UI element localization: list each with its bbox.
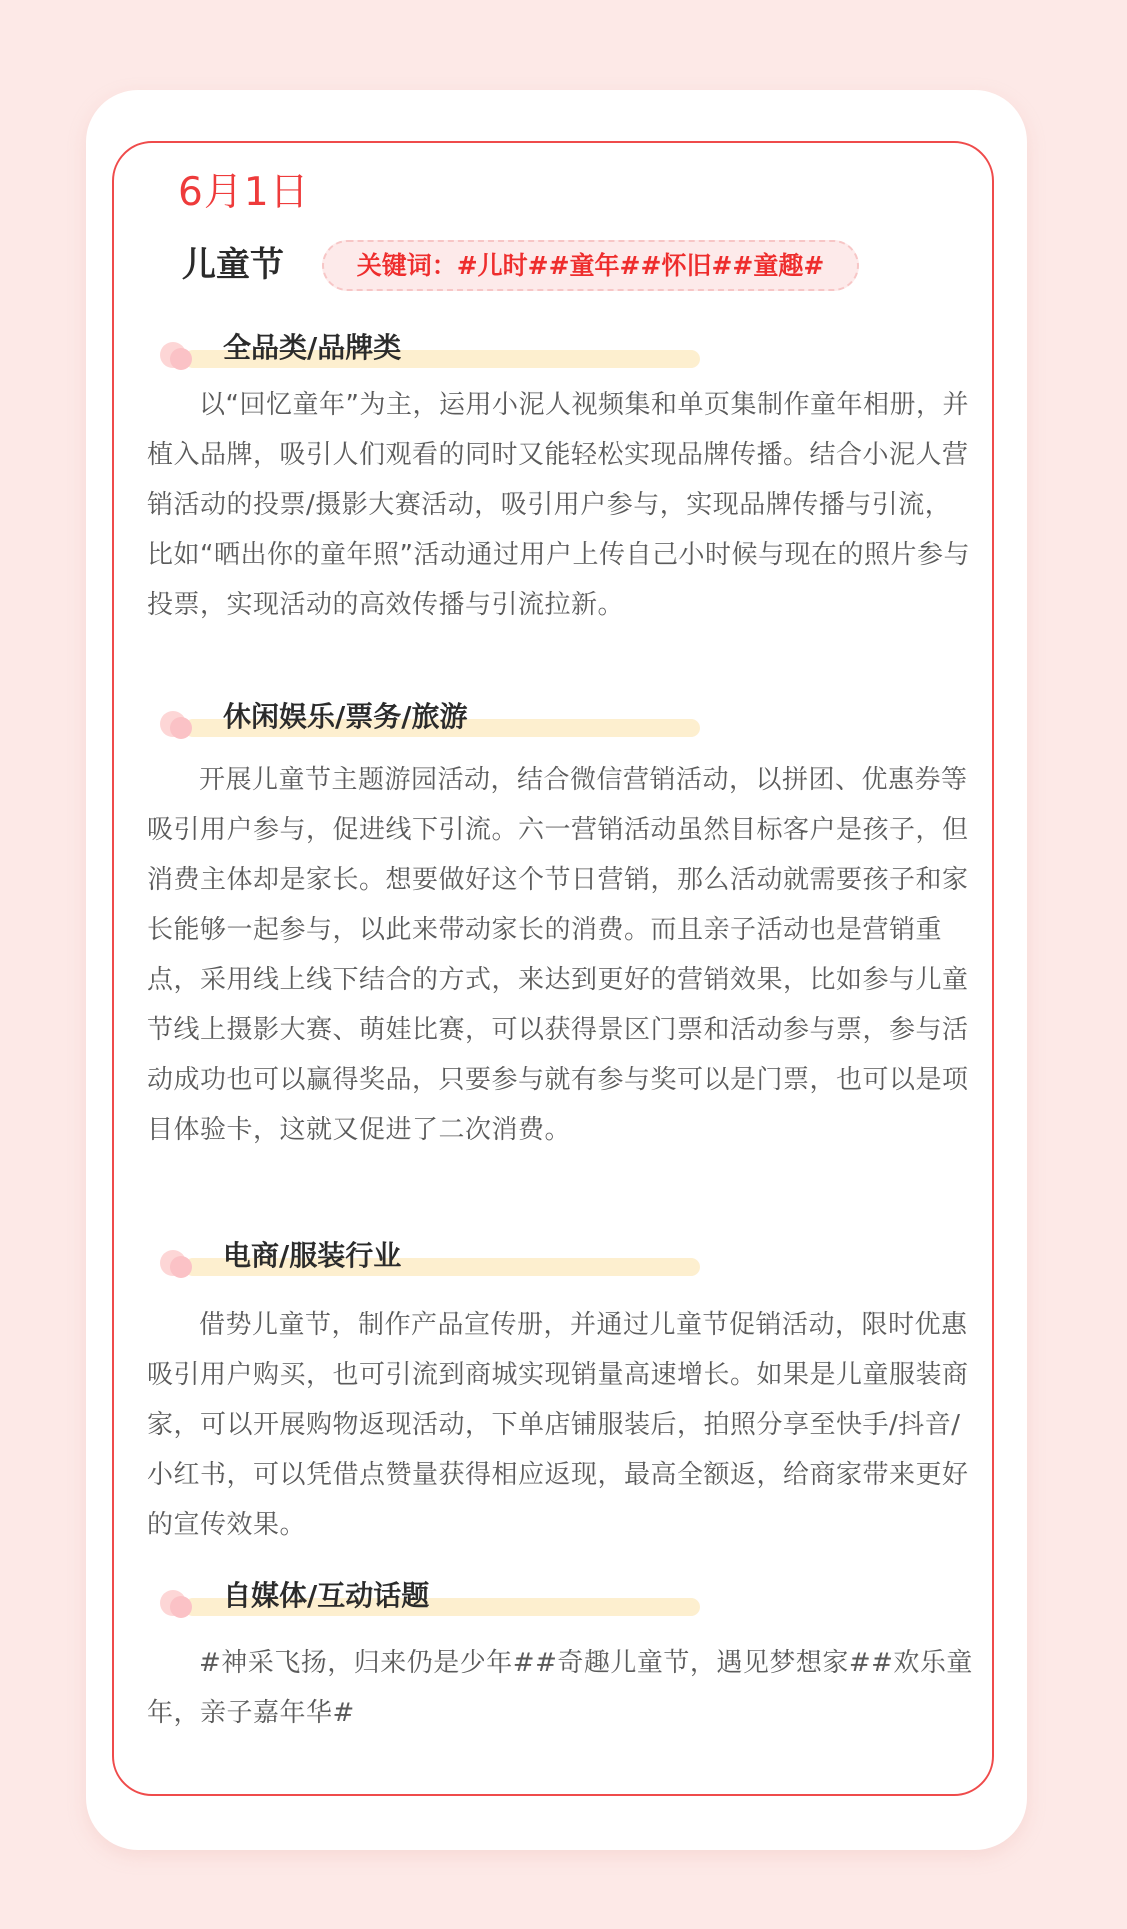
- section-title: 全品类/品牌类: [223, 331, 402, 364]
- section-header-brand: [160, 328, 700, 368]
- section-title: 电商/服装行业: [223, 1239, 402, 1272]
- section-header-leisure: [160, 697, 700, 737]
- keywords-badge: 关键词：#儿时##童年##怀旧##童趣#: [322, 240, 859, 291]
- section-body-leisure: 开展儿童节主题游园活动，结合微信营销活动，以拼团、优惠券等吸引用户参与，促进线下引流。六一营销活动虽然目标客户是孩子，但消费主体却是家长。想要做好这个节日营销，那么活动就需要孩子和家长能够一起参与，以此来带动家长的消费。而且亲子活动也是营销重点，采用线上线下结合的方式，来达到更好的营销效果，比如参与儿童节线上摄影大赛、萌娃比赛，可以获得景区门票和活动参与票，参与活动成功也可以赢得奖品，只要参与就有参与奖可以是门票，也可以是项目体验卡，这就又促进了二次消费。: [147, 765, 969, 1145]
- bubble-decoration-icon: [170, 348, 192, 370]
- bubble-decoration-icon: [170, 717, 192, 739]
- festival-name: 儿童节: [182, 245, 284, 285]
- bubble-decoration-icon: [170, 1596, 192, 1618]
- bubble-decoration-icon: [170, 1256, 192, 1278]
- section-body-ecommerce: 借势儿童节，制作产品宣传册，并通过儿童节促销活动，限时优惠吸引用户购买，也可引流到商城实现销量高速增长。如果是儿童服装商家，可以开展购物返现活动，下单店铺服装后，拍照分享至快手/抖音/小红书，可以凭借点赞量获得相应返现，最高全额返，给商家带来更好的宣传效果。: [147, 1310, 969, 1540]
- section-body-media: #神采飞扬，归来仍是少年##奇趣儿童节，遇见梦想家##欢乐童年，亲子嘉年华#: [147, 1648, 973, 1728]
- section-header-ecommerce: [160, 1236, 700, 1276]
- date-title: 6月1日: [178, 170, 310, 215]
- section-title: 自媒体/互动话题: [223, 1579, 430, 1612]
- section-header-media: [160, 1576, 700, 1616]
- section-body-brand: 以“回忆童年”为主，运用小泥人视频集和单页集制作童年相册，并植入品牌，吸引人们观看的同时又能轻松实现品牌传播。结合小泥人营销活动的投票/摄影大赛活动，吸引用户参与，实现品牌传播与引流，比如“晒出你的童年照”活动通过用户上传自己小时候与现在的照片参与投票，实现活动的高效传播与引流拉新。: [147, 390, 970, 620]
- section-title: 休闲娱乐/票务/旅游: [223, 700, 468, 733]
